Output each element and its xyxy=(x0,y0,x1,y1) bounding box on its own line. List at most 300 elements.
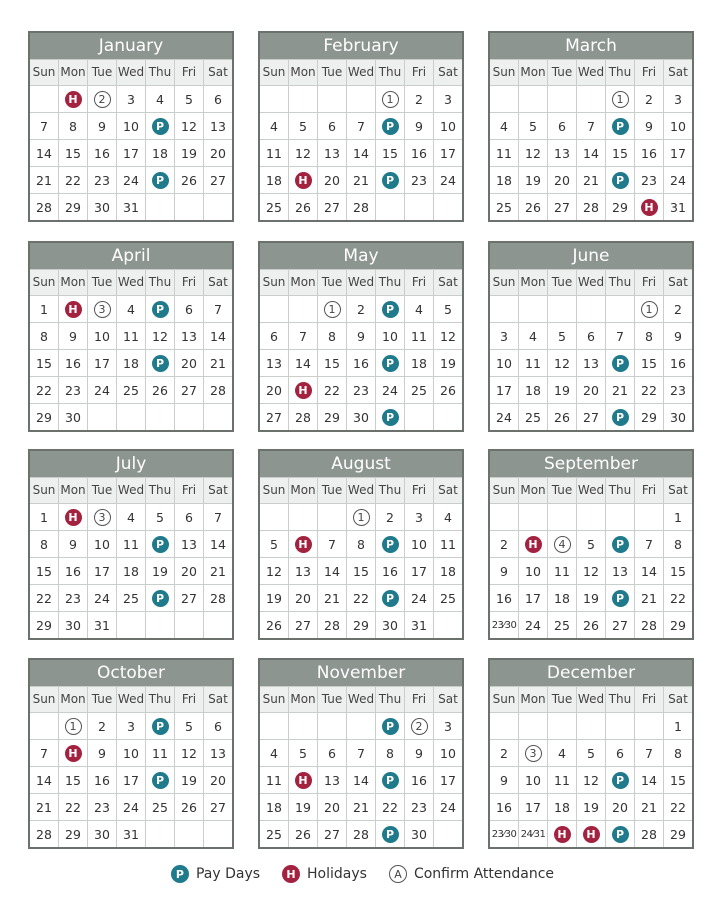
pay-day-icon: P xyxy=(382,590,399,607)
day-cell xyxy=(518,740,547,766)
day-cell xyxy=(346,713,375,739)
weekday-label: Tue xyxy=(547,687,576,712)
day-cell: 26 xyxy=(174,167,203,193)
day-cell: 10 xyxy=(87,323,116,349)
day-cell: 27 xyxy=(174,585,203,611)
weekday-label: Thu xyxy=(145,270,174,295)
day-cell: 31 xyxy=(404,612,433,638)
week-row xyxy=(30,349,232,376)
day-cell xyxy=(58,713,87,739)
day-cell: 20 xyxy=(288,585,317,611)
weekday-label: Wed xyxy=(116,687,145,712)
day-cell: 23 xyxy=(404,167,433,193)
day-cell: 21 xyxy=(576,167,605,193)
day-cell: 28 xyxy=(634,821,663,847)
week-row xyxy=(260,766,462,793)
day-cell: 25 xyxy=(404,377,433,403)
week-row xyxy=(30,584,232,611)
weekday-label: Fri xyxy=(634,60,663,85)
day-cell: 8 xyxy=(58,113,87,139)
day-cell: 28 xyxy=(36,826,52,842)
weekday-header xyxy=(260,59,462,85)
week-row xyxy=(30,139,232,166)
week-row xyxy=(490,557,692,584)
day-cell: 8 xyxy=(346,531,375,557)
day-cell xyxy=(203,404,232,430)
day-cell: 15 xyxy=(317,350,346,376)
day-cell xyxy=(576,86,605,112)
day-cell: 8 xyxy=(634,323,663,349)
weekday-label: Mon xyxy=(58,478,87,503)
pay-day-icon: P xyxy=(152,590,169,607)
day-cell: 27 xyxy=(203,167,232,193)
week-row xyxy=(490,403,692,430)
week-row xyxy=(490,166,692,193)
month-title: January xyxy=(30,33,232,59)
day-cell: 27 xyxy=(203,794,232,820)
day-cell: 26 xyxy=(288,194,317,220)
day-cell: 19 xyxy=(576,794,605,820)
day-cell: 13 xyxy=(174,323,203,349)
day-cell: 12 xyxy=(576,767,605,793)
day-cell: 16 xyxy=(87,767,116,793)
weekday-label: Thu xyxy=(605,478,634,503)
weekday-label: Tue xyxy=(317,270,346,295)
day-cell: 28 xyxy=(346,194,375,220)
attendance-icon: 1 xyxy=(65,718,82,735)
week-row xyxy=(30,295,232,322)
day-cell: 17 xyxy=(87,350,116,376)
day-cell: 22 xyxy=(634,377,663,403)
weekday-header xyxy=(490,477,692,503)
day-cell: 18 xyxy=(266,799,282,815)
day-cell: 7 xyxy=(605,323,634,349)
day-cell xyxy=(547,531,576,557)
attendance-icon: 1 xyxy=(612,91,629,108)
day-cell xyxy=(116,612,145,638)
weekday-label: Sat xyxy=(663,60,692,85)
day-cell xyxy=(605,821,634,847)
weekday-label: Thu xyxy=(605,270,634,295)
pay-day-icon: P xyxy=(612,772,629,789)
day-cell: 1 xyxy=(40,509,48,525)
pay-day-icon: P xyxy=(382,718,399,735)
week-row xyxy=(260,557,462,584)
day-cell: 2 xyxy=(663,296,692,322)
day-cell: 3 xyxy=(116,713,145,739)
day-cell: 13 xyxy=(288,558,317,584)
day-cell: 30 xyxy=(375,612,404,638)
day-cell: 10 xyxy=(433,113,462,139)
day-cell: 20 xyxy=(174,350,203,376)
day-cell xyxy=(288,531,317,557)
day-cell xyxy=(203,194,232,220)
weekday-label: Thu xyxy=(605,60,634,85)
weekday-label: Mon xyxy=(518,478,547,503)
day-cell: 29 xyxy=(663,821,692,847)
day-cell: 19 xyxy=(174,767,203,793)
day-cell: 24 xyxy=(496,409,512,425)
day-cell: 9 xyxy=(404,113,433,139)
weekday-label: Wed xyxy=(116,60,145,85)
day-cell: 11 xyxy=(547,558,576,584)
day-cell xyxy=(404,194,433,220)
weekday-label: Mon xyxy=(288,270,317,295)
day-cell: 28 xyxy=(203,585,232,611)
weekday-label: Sun xyxy=(32,275,56,289)
day-cell: 10 xyxy=(87,531,116,557)
day-cell: 31 xyxy=(116,194,145,220)
month-april xyxy=(28,241,234,432)
day-cell xyxy=(288,377,317,403)
month-february xyxy=(258,31,464,222)
day-cell: 11 xyxy=(496,145,512,161)
day-cell xyxy=(174,404,203,430)
day-cell: 7 xyxy=(634,531,663,557)
day-cell xyxy=(145,113,174,139)
weekday-label: Tue xyxy=(317,60,346,85)
day-cell: 22 xyxy=(317,377,346,403)
day-cell: 14 xyxy=(346,767,375,793)
combined-day-label: 23⁄30 xyxy=(491,828,517,840)
weekday-label: Wed xyxy=(576,60,605,85)
day-cell xyxy=(634,504,663,530)
week-row xyxy=(260,712,462,739)
month-july xyxy=(28,449,234,640)
day-cell xyxy=(375,167,404,193)
day-cell: 13 xyxy=(266,355,282,371)
pay-day-icon: P xyxy=(612,536,629,553)
pay-day-icon: P xyxy=(382,118,399,135)
weekday-label: Sun xyxy=(262,483,286,497)
day-cell xyxy=(174,612,203,638)
day-cell: 29 xyxy=(346,612,375,638)
day-cell: 21 xyxy=(36,799,52,815)
day-cell xyxy=(58,504,87,530)
day-cell xyxy=(346,86,375,112)
day-cell xyxy=(605,113,634,139)
day-cell xyxy=(145,585,174,611)
month-title: March xyxy=(490,33,692,59)
weekday-label: Sat xyxy=(663,270,692,295)
pay-day-icon: P xyxy=(152,536,169,553)
day-cell xyxy=(490,713,518,739)
day-cell: 29 xyxy=(605,194,634,220)
day-cell: 6 xyxy=(576,323,605,349)
day-cell: 4 xyxy=(116,504,145,530)
day-cell xyxy=(433,612,462,638)
day-cell: 8 xyxy=(40,536,48,552)
day-cell: 5 xyxy=(174,713,203,739)
day-cell xyxy=(576,821,605,847)
pay-day-icon: P xyxy=(152,772,169,789)
weekday-label: Thu xyxy=(375,478,404,503)
day-cell: 26 xyxy=(174,794,203,820)
day-cell: 9 xyxy=(87,740,116,766)
day-cell xyxy=(288,167,317,193)
attendance-icon: 3 xyxy=(94,509,111,526)
attendance-icon: A xyxy=(389,865,407,883)
day-cell xyxy=(87,296,116,322)
month-august xyxy=(258,449,464,640)
day-cell: 17 xyxy=(116,767,145,793)
week-row xyxy=(490,85,692,112)
weekday-header xyxy=(30,477,232,503)
day-cell xyxy=(375,194,404,220)
day-cell: 25 xyxy=(266,826,282,842)
month-title: May xyxy=(260,243,462,269)
day-cell: 23 xyxy=(58,377,87,403)
day-cell: 29 xyxy=(58,821,87,847)
day-cell: 19 xyxy=(576,585,605,611)
month-september xyxy=(488,449,694,640)
day-cell xyxy=(547,86,576,112)
day-cell: 28 xyxy=(634,612,663,638)
day-cell: 15 xyxy=(58,140,87,166)
day-cell: 4 xyxy=(500,118,508,134)
day-cell: 16 xyxy=(375,558,404,584)
attendance-icon: 1 xyxy=(324,301,341,318)
weekday-label: Mon xyxy=(518,687,547,712)
holiday-icon: H xyxy=(65,745,82,762)
day-cell: 6 xyxy=(547,113,576,139)
day-cell: 9 xyxy=(663,323,692,349)
day-cell: 6 xyxy=(270,328,278,344)
week-row xyxy=(30,712,232,739)
month-june xyxy=(488,241,694,432)
weekday-label: Fri xyxy=(404,687,433,712)
weekday-label: Thu xyxy=(375,687,404,712)
day-cell: 14 xyxy=(634,558,663,584)
day-cell: 21 xyxy=(203,558,232,584)
week-row xyxy=(260,193,462,220)
day-cell: 10 xyxy=(116,113,145,139)
day-cell xyxy=(490,504,518,530)
pay-day-icon: P xyxy=(612,590,629,607)
day-cell: 25 xyxy=(547,612,576,638)
week-row xyxy=(490,611,692,638)
weekday-label: Sat xyxy=(433,687,462,712)
weekday-label: Wed xyxy=(346,270,375,295)
day-cell: 19 xyxy=(145,558,174,584)
day-cell: 10 xyxy=(433,740,462,766)
day-cell: 13 xyxy=(203,740,232,766)
weekday-label: Wed xyxy=(116,478,145,503)
day-cell: 12 xyxy=(547,350,576,376)
day-cell xyxy=(145,821,174,847)
day-cell: 17 xyxy=(404,558,433,584)
day-cell: 4 xyxy=(116,296,145,322)
legend-attendance-label: Confirm Attendance xyxy=(413,866,555,882)
day-cell: 22 xyxy=(375,794,404,820)
day-cell xyxy=(260,86,288,112)
day-cell xyxy=(260,296,288,322)
day-cell: 15 xyxy=(605,140,634,166)
day-cell: 18 xyxy=(266,172,282,188)
day-cell xyxy=(605,713,634,739)
day-cell: 11 xyxy=(266,145,282,161)
week-row xyxy=(490,530,692,557)
day-cell xyxy=(317,713,346,739)
week-row xyxy=(490,349,692,376)
weekday-label: Sun xyxy=(492,275,516,289)
day-cell: 17 xyxy=(433,140,462,166)
weekday-label: Wed xyxy=(116,270,145,295)
day-cell xyxy=(490,86,518,112)
day-cell: 25 xyxy=(145,794,174,820)
weekday-label: Sun xyxy=(32,483,56,497)
day-cell: 18 xyxy=(518,377,547,403)
week-row xyxy=(30,166,232,193)
weekday-header xyxy=(490,686,692,712)
weekday-label: Mon xyxy=(288,687,317,712)
day-cell: 19 xyxy=(288,794,317,820)
day-cell: 24 xyxy=(404,585,433,611)
weekday-label: Mon xyxy=(58,270,87,295)
day-cell: 27 xyxy=(605,612,634,638)
holiday-icon: H xyxy=(295,772,312,789)
day-cell: 23 xyxy=(58,585,87,611)
day-cell: 21 xyxy=(317,585,346,611)
day-cell: 9 xyxy=(404,740,433,766)
day-cell xyxy=(203,821,232,847)
day-cell: 13 xyxy=(605,558,634,584)
day-cell: 19 xyxy=(174,140,203,166)
day-cell: 30 xyxy=(663,404,692,430)
day-cell xyxy=(375,713,404,739)
week-row xyxy=(30,85,232,112)
day-cell xyxy=(433,194,462,220)
day-cell xyxy=(260,504,288,530)
month-title: February xyxy=(260,33,462,59)
day-cell: 14 xyxy=(576,140,605,166)
day-cell: 3 xyxy=(433,713,462,739)
day-cell: 10 xyxy=(496,355,512,371)
day-cell: 12 xyxy=(433,323,462,349)
attendance-icon: 2 xyxy=(411,718,428,735)
week-row xyxy=(490,766,692,793)
day-cell: 5 xyxy=(288,740,317,766)
weekday-label: Wed xyxy=(576,478,605,503)
day-cell: 26 xyxy=(576,612,605,638)
day-cell: 22 xyxy=(346,585,375,611)
day-cell: 26 xyxy=(433,377,462,403)
day-cell xyxy=(317,86,346,112)
day-cell: 12 xyxy=(174,740,203,766)
day-cell: 10 xyxy=(663,113,692,139)
day-cell xyxy=(518,821,547,847)
day-cell: 17 xyxy=(518,794,547,820)
day-cell xyxy=(404,404,433,430)
week-row xyxy=(490,193,692,220)
day-cell: 7 xyxy=(346,740,375,766)
week-row xyxy=(260,376,462,403)
day-cell xyxy=(30,713,58,739)
day-cell: 6 xyxy=(174,504,203,530)
week-row xyxy=(260,322,462,349)
day-cell: 6 xyxy=(174,296,203,322)
day-cell: 4 xyxy=(270,118,278,134)
pay-day-icon: P xyxy=(382,826,399,843)
week-row xyxy=(30,611,232,638)
day-cell: 16 xyxy=(404,767,433,793)
day-cell: 6 xyxy=(203,86,232,112)
day-cell: 19 xyxy=(266,590,282,606)
day-cell: 23 xyxy=(87,167,116,193)
day-cell: 14 xyxy=(36,145,52,161)
day-cell: 23 xyxy=(663,377,692,403)
day-cell: 7 xyxy=(203,296,232,322)
day-cell: 31 xyxy=(87,612,116,638)
day-cell: 20 xyxy=(203,767,232,793)
attendance-icon: 4 xyxy=(554,536,571,553)
weekday-label: Tue xyxy=(87,687,116,712)
pay-day-icon: P xyxy=(152,118,169,135)
month-title: December xyxy=(490,660,692,686)
day-cell: 16 xyxy=(496,799,512,815)
day-cell: 24 xyxy=(87,585,116,611)
month-title: November xyxy=(260,660,462,686)
day-cell xyxy=(375,821,404,847)
day-cell: 5 xyxy=(576,740,605,766)
day-cell: 28 xyxy=(203,377,232,403)
day-cell: 14 xyxy=(288,350,317,376)
day-cell: 3 xyxy=(663,86,692,112)
day-cell: 18 xyxy=(116,558,145,584)
day-cell: 26 xyxy=(266,617,282,633)
day-cell: 24 xyxy=(433,794,462,820)
day-cell: 16 xyxy=(663,350,692,376)
week-row xyxy=(490,584,692,611)
day-cell: 15 xyxy=(36,355,52,371)
day-cell: 25 xyxy=(116,377,145,403)
day-cell: 30 xyxy=(404,821,433,847)
day-cell: 9 xyxy=(634,113,663,139)
day-cell: 2 xyxy=(500,536,508,552)
day-cell: 9 xyxy=(346,323,375,349)
holiday-icon: H xyxy=(641,199,658,216)
week-row xyxy=(30,530,232,557)
day-cell: 18 xyxy=(547,794,576,820)
weekday-label: Wed xyxy=(576,687,605,712)
week-row xyxy=(490,712,692,739)
week-row xyxy=(260,503,462,530)
day-cell: 17 xyxy=(116,140,145,166)
day-cell: 11 xyxy=(145,740,174,766)
day-cell: 19 xyxy=(433,350,462,376)
weekday-label: Sat xyxy=(203,270,232,295)
day-cell xyxy=(203,612,232,638)
day-cell xyxy=(490,296,518,322)
day-cell: 22 xyxy=(36,590,52,606)
day-cell: 20 xyxy=(203,140,232,166)
day-cell: 27 xyxy=(317,821,346,847)
weekday-label: Fri xyxy=(634,687,663,712)
day-cell: 29 xyxy=(36,409,52,425)
holiday-icon: H xyxy=(525,536,542,553)
day-cell: 15 xyxy=(634,350,663,376)
month-title: September xyxy=(490,451,692,477)
weekday-label: Fri xyxy=(634,478,663,503)
legend-holidays xyxy=(282,865,367,883)
weekday-label: Thu xyxy=(145,687,174,712)
day-cell: 17 xyxy=(433,767,462,793)
day-cell: 25 xyxy=(266,199,282,215)
weekday-label: Sat xyxy=(203,687,232,712)
week-row xyxy=(260,530,462,557)
weekday-label: Tue xyxy=(317,478,346,503)
day-cell: 29 xyxy=(663,612,692,638)
